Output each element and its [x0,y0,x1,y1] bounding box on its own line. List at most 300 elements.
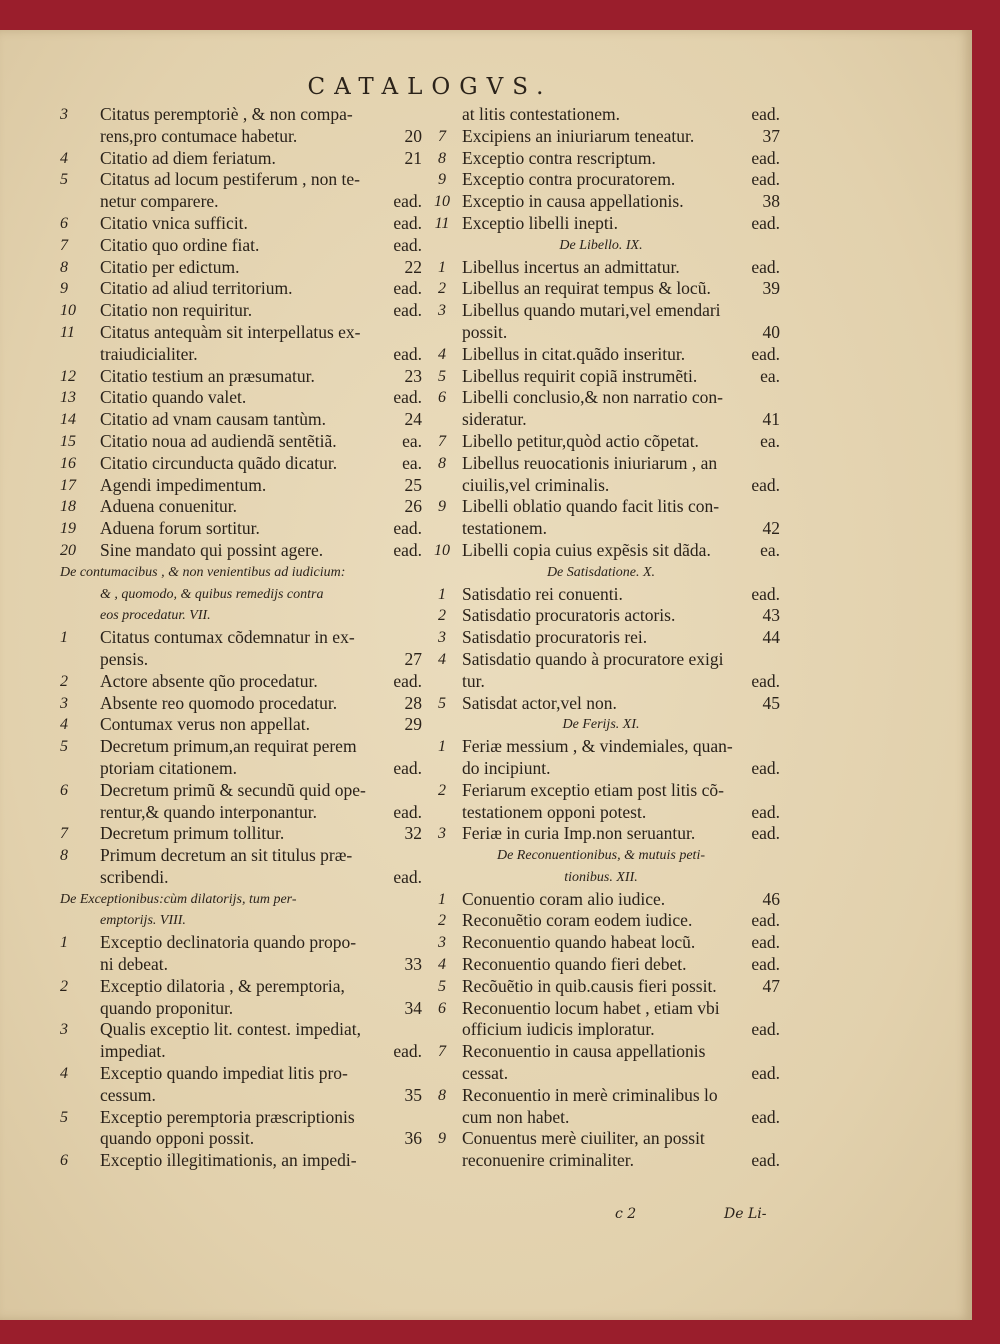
entry-text: ptoriam citationem. [100,757,238,778]
entry-number: 12 [60,367,76,385]
entry-text: possit. [462,321,508,342]
index-entry [422,300,780,322]
entry-text: Libellus incertus an admittatur. [462,256,680,277]
index-entry [60,191,422,213]
entry-page: ead. [393,300,422,321]
entry-number: 7 [438,1043,446,1061]
entry-text: Citatio quo ordine fiat. [100,234,260,255]
index-entry [60,932,422,954]
entry-text: Agendi impedimentum. [100,474,267,495]
entry-number: 11 [434,214,450,232]
entry-page: ead. [393,387,422,408]
entry-text: Citatus ad locum pestiferum , non te- [100,169,361,190]
index-entry [60,671,422,693]
entry-text: Citatio ad aliud territorium. [100,278,293,299]
index-entry [422,889,780,911]
index-entry [60,823,422,845]
entry-page: 22 [404,256,422,277]
entry-text: Citatio noua ad audiendã sentẽtiã. [100,430,337,451]
entry-text: sideratur. [462,409,527,430]
entry-text: Exceptio dilatoria , & peremptoria, [100,975,345,996]
entry-number: 8 [438,1086,446,1104]
entry-text: netur comparere. [100,191,219,212]
index-entry [422,823,780,845]
entry-page: 33 [404,954,422,975]
index-entry [422,627,780,649]
entry-text: Citatio per edictum. [100,256,240,277]
index-entry [422,475,780,497]
index-entry [422,802,780,824]
entry-text: Feriæ messium , & vindemiales, quan- [462,736,733,757]
index-entry [422,322,780,344]
entry-text: quando opponi possit. [100,1128,255,1149]
index-entry [60,1107,422,1129]
index-entry [422,1107,780,1129]
entry-text: Libellus an requirat tempus & locũ. [462,278,711,299]
entry-text: Primum decretum an sit titulus præ- [100,845,353,866]
entry-text: Reconuẽtio coram eodem iudice. [462,910,693,931]
index-entry [60,1128,422,1150]
entry-page: ead. [393,191,422,212]
entry-number: 9 [438,498,446,516]
entry-number: 6 [60,781,68,799]
entry-number: 17 [60,476,76,494]
entry-page: ea. [402,452,422,473]
entry-text: Conuentus merè ciuiliter, an possit [462,1128,705,1149]
entry-text: Libellus in citat.quãdo inseritur. [462,343,686,364]
left-column [60,104,422,1172]
index-entry [60,1150,422,1172]
entry-page: ead. [393,670,422,691]
right-column [422,104,780,1172]
entry-page: ead. [393,234,422,255]
index-entry [422,518,780,540]
entry-page: ead. [393,278,422,299]
entry-number: 10 [434,193,450,211]
entry-number: 5 [438,977,446,995]
entry-text: Feriarum exceptio etiam post litis cõ- [462,779,724,800]
entry-number: 3 [438,825,446,843]
entry-number: 18 [60,498,76,516]
entry-number: 8 [438,149,446,167]
entry-number: 8 [60,847,68,865]
entry-page: ea. [760,365,780,386]
index-entry [422,1063,780,1085]
entry-page: ea. [402,430,422,451]
entry-page: ead. [393,801,422,822]
section-heading: & , quomodo, & quibus remedijs contra [100,586,324,602]
entry-number: 3 [438,934,446,952]
index-entry [422,148,780,170]
entry-number: 9 [60,280,68,298]
entry-text: at litis contestationem. [462,104,620,124]
entry-number: 1 [60,629,68,647]
index-entry [60,1063,422,1085]
entry-text: Qualis exceptio lit. contest. impediat, [100,1019,361,1040]
section-heading: De contumacibus , & non venientibus ad iudicium: [60,564,346,580]
index-entry [422,758,780,780]
entry-page: ead. [751,910,780,931]
entry-page: 46 [762,888,780,909]
index-entry [422,780,780,802]
entry-text: Citatus antequàm sit interpellatus ex- [100,321,361,342]
entry-text: officium iudicis imploratur. [462,1019,655,1040]
entry-page: ead. [393,343,422,364]
entry-number: 5 [60,171,68,189]
entry-number: 5 [438,694,446,712]
entry-number: 20 [60,541,76,559]
entry-page: ead. [751,212,780,233]
entry-text: reconuenire criminaliter. [462,1150,635,1171]
entry-page: 43 [762,605,780,626]
entry-page: 39 [762,278,780,299]
entry-page: ead. [393,518,422,539]
index-entry [60,453,422,475]
entry-page: ead. [751,823,780,844]
entry-number: 8 [438,454,446,472]
index-entry [60,431,422,453]
entry-text: Absente reo quomodo procedatur. [100,692,338,713]
entry-number: 7 [60,236,68,254]
entry-text: Conuentio coram alio iudice. [462,888,666,909]
entry-text: quando proponitur. [100,997,234,1018]
index-entry [422,278,780,300]
entry-text: impediat. [100,1041,166,1062]
entry-page: ead. [751,1150,780,1171]
index-entry [422,910,780,932]
entry-page: 37 [762,125,780,146]
entry-text: testationem. [462,518,548,539]
entry-page: ead. [751,670,780,691]
entry-number: 1 [438,585,446,603]
entry-number: 3 [60,694,68,712]
entry-text: cessat. [462,1063,509,1084]
index-entry [60,257,422,279]
entry-text: Decretum primum tollitur. [100,823,285,844]
index-entry [422,736,780,758]
entry-text: Recõuẽtio in quib.causis fieri possit. [462,975,717,996]
signature-mark: c 2 [615,1206,637,1222]
entry-text: Citatio testium an præsumatur. [100,365,315,386]
index-entry [422,126,780,148]
entry-number: 6 [60,1152,68,1170]
entry-number: 5 [60,738,68,756]
entry-text: Libellus quando mutari,vel emendari [462,300,721,321]
index-entry [422,693,780,715]
index-entry [60,976,422,998]
entry-text: Satisdatio procuratoris rei. [462,627,648,648]
entry-number: 2 [438,781,446,799]
entry-number: 9 [438,171,446,189]
index-entry [60,954,422,976]
entry-text: Libelli oblatio quando facit litis con- [462,496,720,517]
page-header: CATALOGVS. [307,74,553,100]
index-entry [422,1041,780,1063]
entry-text: traiudicialiter. [100,343,198,364]
entry-page: ead. [751,1063,780,1084]
entry-text: ciuilis,vel criminalis. [462,474,610,495]
index-entry [60,845,422,867]
index-entry [422,257,780,279]
book-page [0,30,972,1320]
entry-text: Exceptio contra procuratorem. [462,169,676,190]
entry-text: Aduena forum sortitur. [100,518,260,539]
entry-page: ead. [751,801,780,822]
index-entry [60,496,422,518]
index-entry [60,998,422,1020]
entry-page: 42 [762,518,780,539]
entry-page: 23 [404,365,422,386]
entry-text: Reconuentio in causa appellationis [462,1041,706,1062]
entry-number: 5 [438,367,446,385]
index-entry [60,169,422,191]
entry-text: Citatio non requiritur. [100,300,253,321]
entry-number: 19 [60,520,76,538]
entry-text: scribendi. [100,866,169,887]
entry-text: Feriæ in curia Imp.non seruantur. [462,823,696,844]
entry-text: Actore absente qũo procedatur. [100,670,318,691]
entry-text: Excipiens an iniuriarum teneatur. [462,125,695,146]
index-entry [60,366,422,388]
entry-page: ead. [751,1106,780,1127]
section-heading: De Exceptionibus:cùm dilatorijs, tum per- [60,891,297,907]
entry-number: 7 [438,127,446,145]
index-entry [60,126,422,148]
entry-text: do incipiunt. [462,757,551,778]
entry-text: Contumax verus non appellat. [100,714,310,735]
entry-text: Exceptio in causa appellationis. [462,191,684,212]
entry-number: 6 [438,389,446,407]
entry-text: Reconuentio quando habeat locũ. [462,932,696,953]
entry-page: 24 [404,409,422,430]
entry-page: ead. [393,757,422,778]
index-entry [422,1150,780,1172]
index-entry [60,518,422,540]
index-entry [422,1085,780,1107]
index-entry [60,300,422,322]
entry-text: cessum. [100,1084,156,1105]
entry-number: 5 [60,1108,68,1126]
entry-number: 3 [60,1021,68,1039]
entry-text: rens,pro contumace habetur. [100,125,298,146]
index-entry [60,714,422,736]
entry-text: Aduena conuenitur. [100,496,238,517]
entry-text: cum non habet. [462,1106,570,1127]
entry-page: ead. [751,343,780,364]
entry-page: 20 [404,125,422,146]
index-entry [422,191,780,213]
index-entry [60,148,422,170]
index-entry [60,1085,422,1107]
entry-text: tur. [462,670,485,691]
index-entry [422,409,780,431]
index-entry [60,322,422,344]
entry-number: 2 [438,607,446,625]
entry-page: 40 [762,321,780,342]
index-entry [60,867,422,889]
entry-text: Satisdatio rei conuenti. [462,583,623,604]
entry-page: 32 [404,823,422,844]
section-heading: De Reconuentionibus, & mutuis peti- [496,848,706,864]
entry-number: 3 [60,106,68,123]
entry-text: ni debeat. [100,954,169,975]
section-heading: emptorijs. VIII. [100,913,186,929]
entry-page: ead. [751,932,780,953]
entry-number: 2 [438,912,446,930]
entry-text: Citatus peremptoriè , & non compa- [100,104,353,124]
entry-number: 1 [438,738,446,756]
entry-number: 3 [438,629,446,647]
entry-number: 10 [60,302,76,320]
entry-number: 6 [60,214,68,232]
entry-page: ead. [393,866,422,887]
entry-number: 4 [60,1065,68,1083]
entry-number: 2 [60,672,68,690]
entry-text: Libellus requirit copiã instrumẽti. [462,365,698,386]
index-entry [422,671,780,693]
entry-number: 13 [60,389,76,407]
entry-text: Libelli conclusio,& non narratio con- [462,387,723,408]
entry-page: 28 [404,692,422,713]
index-entry [60,344,422,366]
index-entry [60,780,422,802]
entry-text: Exceptio libelli inepti. [462,212,619,233]
entry-text: Citatus contumax cõdemnatur in ex- [100,627,355,648]
entry-number: 4 [438,345,446,363]
entry-text: Exceptio illegitimationis, an impedi- [100,1150,357,1171]
entry-text: Reconuentio locum habet , etiam vbi [462,997,720,1018]
entry-page: ead. [751,757,780,778]
index-entry [60,693,422,715]
entry-page: ead. [751,256,780,277]
entry-page: 45 [762,692,780,713]
entry-page: 38 [762,191,780,212]
index-entry [60,1041,422,1063]
entry-number: 16 [60,454,76,472]
entry-page: ead. [751,104,780,124]
index-entry [422,496,780,518]
index-entry [60,736,422,758]
entry-number: 3 [438,302,446,320]
index-entry [60,104,422,126]
entry-page: ead. [751,954,780,975]
entry-text: Satisdatio procuratoris actoris. [462,605,676,626]
entry-number: 7 [438,432,446,450]
index-entry [60,475,422,497]
entry-page: 29 [404,714,422,735]
entry-text: Exceptio peremptoria præscriptionis [100,1106,355,1127]
index-entry [60,1019,422,1041]
index-entry [422,932,780,954]
entry-number: 8 [60,258,68,276]
entry-text: Libellus reuocationis iniuriarum , an [462,452,718,473]
entry-page: ead. [751,1019,780,1040]
entry-number: 15 [60,432,76,450]
entry-page: 25 [404,474,422,495]
index-entry [422,344,780,366]
index-entry [422,540,780,562]
index-entry [60,409,422,431]
index-entry [422,453,780,475]
section-heading: De Satisdatione. X. [546,564,656,580]
section-heading: tionibus. XII. [564,869,638,885]
entry-number: 4 [438,650,446,668]
entry-number: 6 [438,999,446,1017]
entry-number: 4 [60,149,68,167]
index-entry [60,213,422,235]
index-entry [422,1019,780,1041]
entry-text: rentur,& quando interponantur. [100,801,318,822]
index-entry [422,431,780,453]
entry-page: ead. [751,147,780,168]
entry-text: Reconuentio quando fieri debet. [462,954,687,975]
index-entry [422,954,780,976]
entry-page: ea. [760,539,780,560]
index-entry [60,627,422,649]
entry-page: ead. [393,539,422,560]
entry-text: Citatio ad diem feriatum. [100,147,276,168]
entry-text: testationem opponi potest. [462,801,647,822]
entry-text: pensis. [100,648,149,669]
section-heading: De Libello. IX. [559,237,643,253]
catchword: De Li- [724,1206,767,1222]
index-entry [422,366,780,388]
entry-text: Decretum primũ & secundũ quid ope- [100,779,366,800]
index-entry [60,387,422,409]
entry-page: 41 [762,409,780,430]
entry-page: 34 [404,997,422,1018]
index-entry [422,169,780,191]
entry-text: Exceptio contra rescriptum. [462,147,656,168]
entry-text: Libelli copia cuius expẽsis sit dãda. [462,539,711,560]
entry-page: 27 [404,648,422,669]
index-entry [422,584,780,606]
entry-number: 1 [438,890,446,908]
entry-number: 9 [438,1130,446,1148]
entry-page: ead. [751,583,780,604]
index-entry [60,802,422,824]
section-heading: eos procedatur. VII. [100,608,211,624]
entry-number: 1 [60,934,68,952]
entry-text: Libello petitur,quòd actio cõpetat. [462,430,699,451]
index-entry [60,540,422,562]
entry-page: 26 [404,496,422,517]
entry-page: ead. [751,474,780,495]
entry-text: Satisdatio quando à procuratore exigi [462,648,724,669]
entry-number: 11 [60,323,75,341]
index-entry [422,104,780,126]
index-entry [422,387,780,409]
entry-number: 4 [60,716,68,734]
index-entry [60,649,422,671]
index-entry [60,758,422,780]
entry-text: Citatio quando valet. [100,387,247,408]
entry-page: ead. [751,169,780,190]
entry-page: ea. [760,430,780,451]
entry-number: 4 [438,956,446,974]
index-entry [422,213,780,235]
entry-text: Citatio vnica sufficit. [100,212,248,233]
entry-text: Sine mandato qui possint agere. [100,539,324,560]
index-entry [60,278,422,300]
entry-text: Exceptio quando impediat litis pro- [100,1063,348,1084]
entry-text: Satisdat actor,vel non. [462,692,617,713]
entry-text: Exceptio declinatoria quando propo- [100,932,357,953]
entry-number: 7 [60,825,68,843]
entry-number: 2 [438,280,446,298]
index-entry [422,976,780,998]
entry-text: Reconuentio in merè criminalibus lo [462,1084,718,1105]
